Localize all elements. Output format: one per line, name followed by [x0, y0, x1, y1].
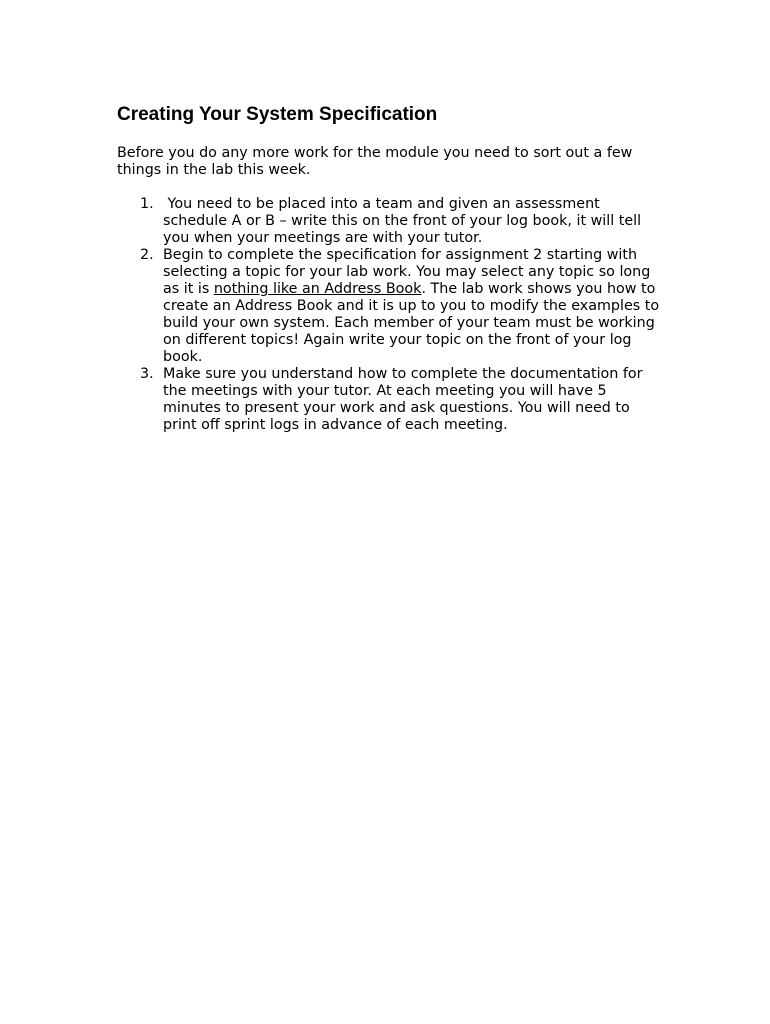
step-number: 3. [140, 366, 154, 382]
list-item-step-2 [117, 247, 662, 366]
steps-list [117, 196, 662, 434]
list-item-step-1 [117, 196, 662, 247]
underlined-emphasis: nothing like an Address Book [213, 281, 422, 297]
page-title: Creating Your System Specification [117, 104, 438, 125]
document-body [117, 103, 662, 434]
list-item-step-3 [117, 366, 662, 434]
step-text-before: Begin to complete the specification for assignment 2 starting with selecting a topic for your lab work. You may select any topic so long as it is [163, 247, 651, 297]
step-number: 1. [140, 196, 154, 212]
step-text [163, 247, 659, 365]
step-number: 2. [140, 247, 154, 263]
step-text: You need to be placed into a team and given an assessment schedule A or B – write this on the front of your log book, it will tell you when your meetings are with your tutor. [163, 196, 646, 246]
intro-paragraph: Before you do any more work for the module you need to sort out a few things in the lab this week. [117, 145, 633, 178]
step-text-after: . The lab work shows you how to create an Address Book and it is up to you to modify the examples to build your own system. Each member of your team must be working on different topics! Again write your topic on the front of your log book. [163, 281, 660, 365]
step-text: Make sure you understand how to complete the documentation for the meetings with your tutor. At each meeting you will have 5 minutes to present your work and ask questions. You will need to print off sprint logs in advance of each meeting. [163, 366, 643, 433]
